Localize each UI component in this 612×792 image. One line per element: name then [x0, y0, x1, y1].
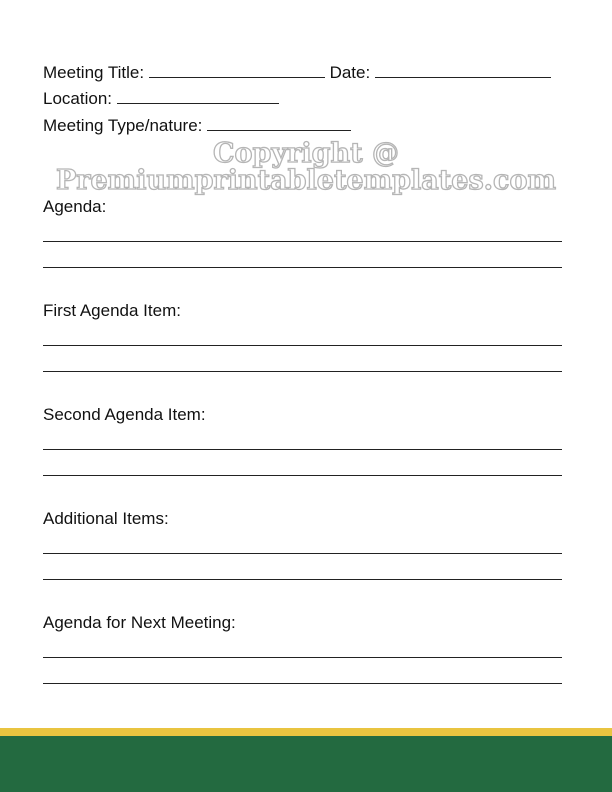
next-meeting-line-1[interactable] — [43, 657, 562, 658]
footer-yellow-stripe — [0, 728, 612, 736]
additional-items-line-1[interactable] — [43, 553, 562, 554]
section-label-second-item: Second Agenda Item: — [43, 405, 206, 424]
section-label-agenda: Agenda: — [43, 197, 107, 216]
location-label: Location: — [43, 89, 112, 108]
first-item-line-1[interactable] — [43, 345, 562, 346]
meeting-title-row — [43, 62, 551, 83]
meeting-title-label: Meeting Title: — [43, 63, 145, 82]
next-meeting-line-2[interactable] — [43, 683, 562, 684]
agenda-line-2[interactable] — [43, 267, 562, 268]
location-row — [43, 88, 279, 109]
meeting-title-field[interactable] — [149, 62, 325, 78]
date-label: Date: — [329, 63, 371, 82]
section-label-additional-items: Additional Items: — [43, 509, 169, 528]
date-field[interactable] — [375, 62, 551, 78]
meeting-type-row — [43, 115, 351, 136]
copyright-watermark: Copyright @ Premiumprintabletemplates.com — [55, 138, 557, 196]
location-field[interactable] — [117, 88, 279, 104]
section-label-first-item: First Agenda Item: — [43, 301, 181, 320]
footer-green-band — [0, 736, 612, 792]
meeting-type-label: Meeting Type/nature: — [43, 116, 203, 135]
second-item-line-2[interactable] — [43, 475, 562, 476]
section-label-next-meeting: Agenda for Next Meeting: — [43, 613, 236, 632]
meeting-type-field[interactable] — [207, 115, 351, 131]
second-item-line-1[interactable] — [43, 449, 562, 450]
agenda-line-1[interactable] — [43, 241, 562, 242]
first-item-line-2[interactable] — [43, 371, 562, 372]
additional-items-line-2[interactable] — [43, 579, 562, 580]
